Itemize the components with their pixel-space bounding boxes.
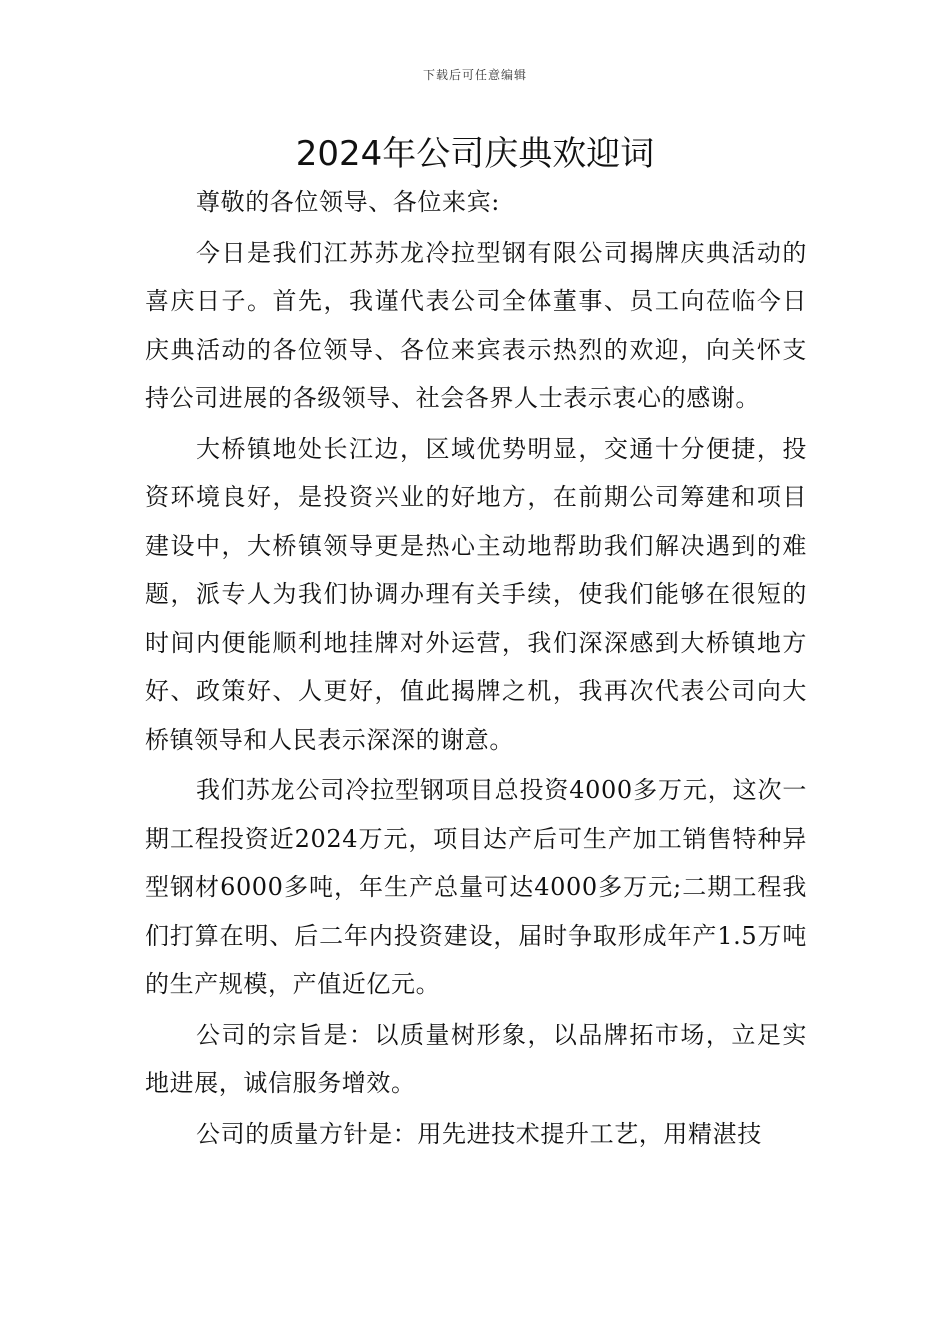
document-body bbox=[145, 178, 807, 1158]
greeting-line: 尊敬的各位领导、各位来宾: bbox=[196, 188, 500, 216]
paragraph-location: 大桥镇地处长江边，区域优势明显，交通十分便捷，投资环境良好，是投资兴业的好地方，在前期公司筹建和项目建设中，大桥镇领导更是热心主动地帮助我们解决遇到的难题，派专人为我们协调办理有关手续，使我们能够在很短的时间内便能顺利地挂牌对外运营，我们深深感到大桥镇地方好、政策好、人更好，值此揭牌之机，我再次代表公司向大桥镇领导和人民表示深深的谢意。 bbox=[145, 434, 807, 754]
page-header-note: 下载后可任意编辑 bbox=[422, 68, 527, 82]
paragraph-opening: 今日是我们江苏苏龙冷拉型钢有限公司揭牌庆典活动的喜庆日子。首先，我谨代表公司全体董事、员工向莅临今日庆典活动的各位领导、各位来宾表示热烈的欢迎，向关怀支持公司进展的各级领导、社会各界人士表示衷心的感谢。 bbox=[145, 238, 807, 412]
paragraph-quality-policy: 公司的质量方针是：用先进技术提升工艺，用精湛技 bbox=[196, 1119, 762, 1148]
paragraph-mission: 公司的宗旨是：以质量树形象，以品牌拓市场，立足实地进展，诚信服务增效。 bbox=[145, 1020, 807, 1097]
paragraph-investment: 我们苏龙公司冷拉型钢项目总投资4000多万元，这次一期工程投资近2024万元，项目达产后可生产加工销售特种异型钢材6000多吨，年生产总量可达4000多万元;二期工程我们打算在明、后二年内投资建设，届时争取形成年产1.5万吨的生产规模，产值近亿元。 bbox=[145, 776, 807, 998]
document-title: 2024年公司庆典欢迎词 bbox=[295, 134, 655, 174]
